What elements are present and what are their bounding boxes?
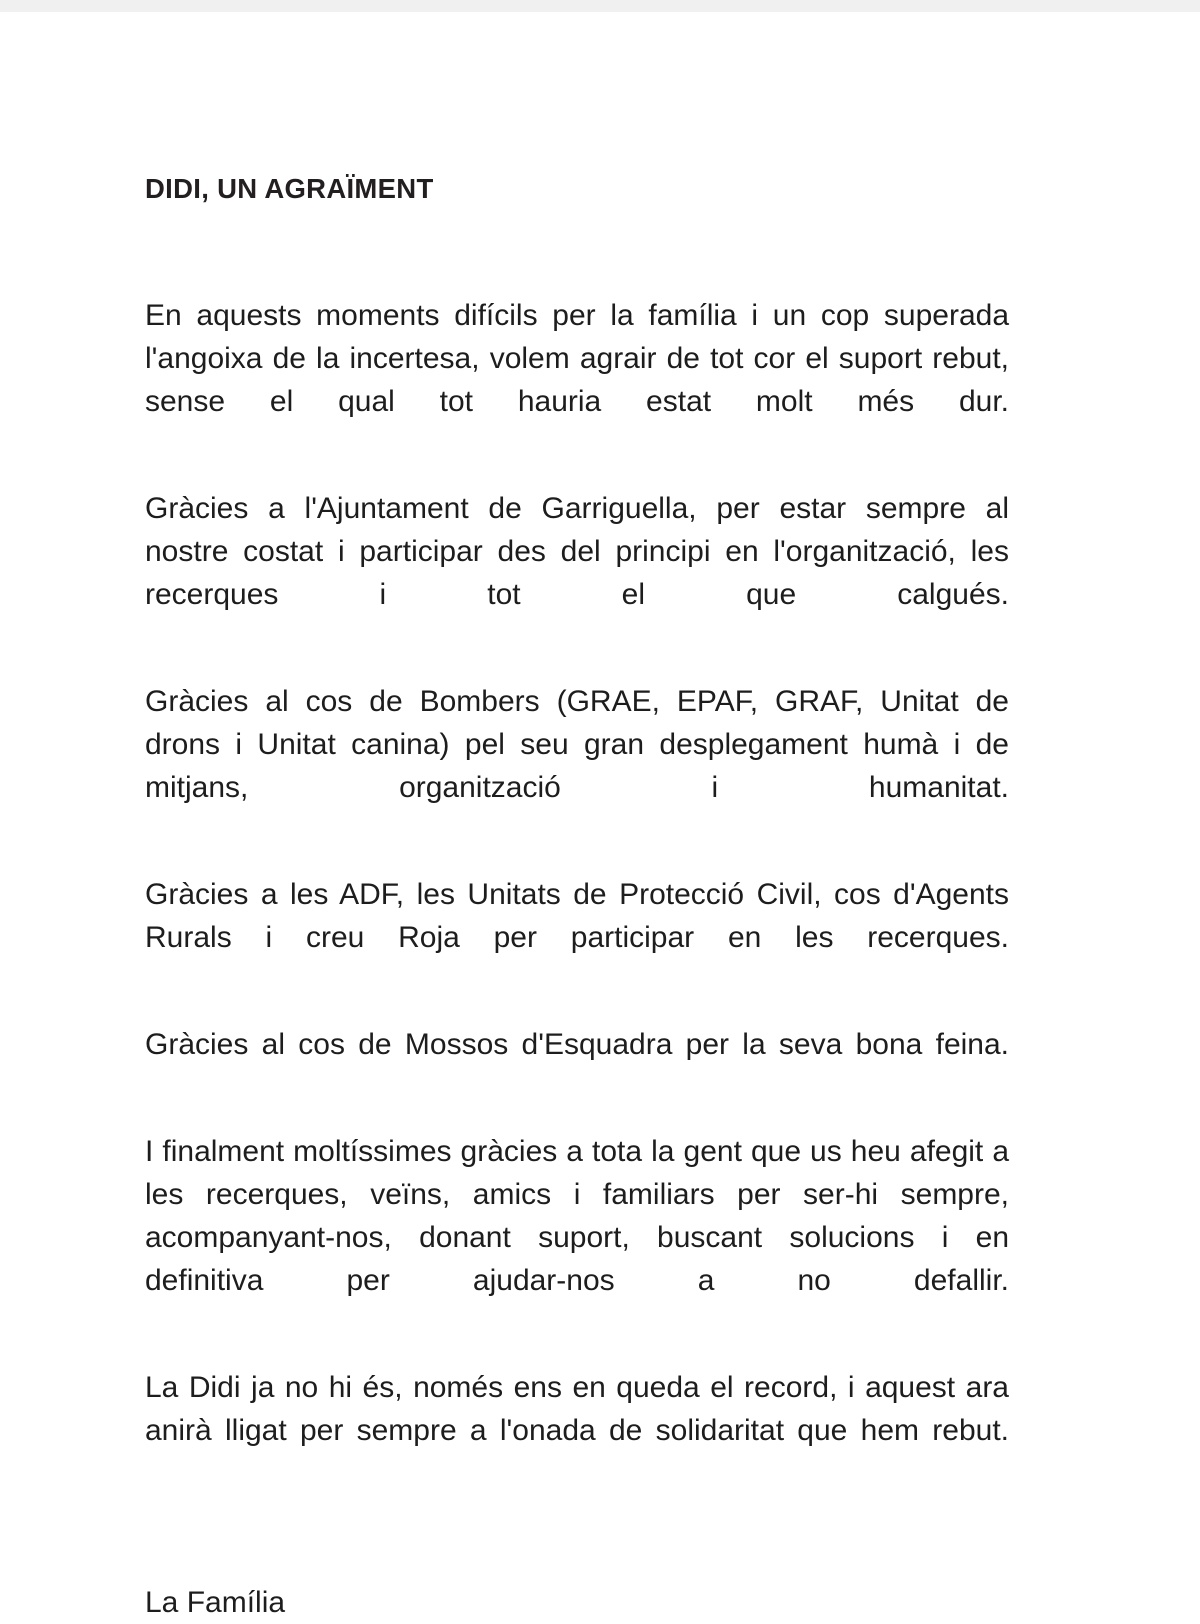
paragraph: Gràcies al cos de Bombers (GRAE, EPAF, GRAF, Unitat de drons i Unitat canina) pel seu gran desplegament humà i de mitjans, organització i humanitat. [145, 685, 1009, 804]
paragraph: Gràcies a l'Ajuntament de Garriguella, per estar sempre al nostre costat i participar des del principi en l'organització, les recerques i tot el que calgués. [145, 492, 1009, 611]
document-content [145, 172, 1009, 1624]
paragraph: En aquests moments difícils per la família i un cop superada l'angoixa de la incertesa, volem agrair de tot cor el suport rebut, sense el qual tot hauria estat molt més dur. [145, 299, 1009, 418]
paragraph: La Didi ja no hi és, només ens en queda el record, i aquest ara anirà lligat per sempre a l'onada de solidaritat que hem rebut. [145, 1371, 1009, 1447]
document-body [145, 294, 1009, 1495]
signature-line: La Família [145, 1586, 286, 1619]
paragraph: Gràcies al cos de Mossos d'Esquadra per la seva bona feina. [145, 1028, 1009, 1061]
paragraph: I finalment moltíssimes gràcies a tota la gent que us heu afegit a les recerques, veïns, amics i familiars per ser-hi sempre, acompanyant-nos, donant suport, buscant solucions i en definitiva per ajudar-nos a no defallir. [145, 1135, 1009, 1297]
top-gray-band [0, 0, 1200, 12]
page-title: DIDI, UN AGRAÏMENT [145, 173, 434, 204]
document-page [0, 12, 1200, 1619]
paragraph: Gràcies a les ADF, les Unitats de Protecció Civil, cos d'Agents Rurals i creu Roja per participar en les recerques. [145, 878, 1009, 954]
